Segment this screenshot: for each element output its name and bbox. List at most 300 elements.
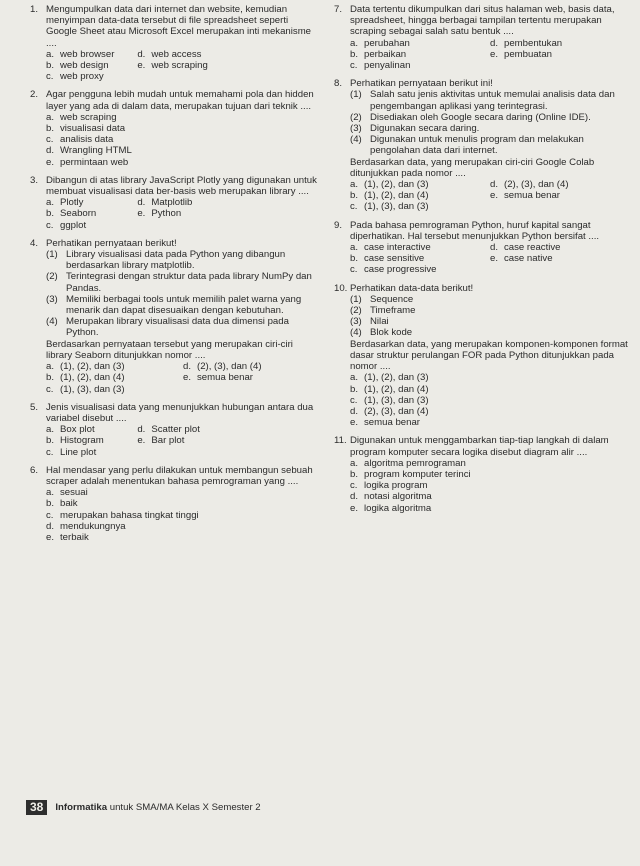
statement-item bbox=[350, 89, 630, 111]
option-letter: b. bbox=[350, 48, 359, 60]
answer-option bbox=[350, 384, 630, 395]
option-text: Matplotlib bbox=[151, 197, 193, 209]
answer-option bbox=[350, 469, 490, 480]
answer-option bbox=[350, 372, 630, 383]
option-letter bbox=[229, 60, 243, 71]
option-text: notasi algoritma bbox=[364, 491, 432, 503]
statement-number: (4) bbox=[46, 316, 58, 328]
question-text: Mengumpulkan data dari internet dan website, kemudian menyimpan data-data tersebut di file spreadsheet seperti Google Sheet atau Microsoft Excel merupakan inti mekanisme .... bbox=[46, 4, 312, 49]
answer-option bbox=[46, 361, 183, 372]
statement-item bbox=[46, 249, 320, 271]
statement-item bbox=[46, 294, 320, 316]
answer-option bbox=[46, 157, 320, 168]
option-text: Python bbox=[151, 208, 182, 220]
option-letter: a. bbox=[350, 37, 359, 49]
option-letter: a. bbox=[46, 424, 55, 436]
answer-option bbox=[137, 208, 228, 219]
question-body bbox=[350, 435, 630, 513]
option-text: web browser bbox=[60, 48, 115, 60]
answer-option bbox=[350, 49, 490, 60]
option-letter: c. bbox=[350, 480, 358, 492]
answer-option bbox=[46, 197, 137, 208]
answer-option bbox=[46, 112, 320, 123]
question-body bbox=[46, 402, 320, 458]
statement-text: Memiliki berbagai tools untuk memilih palet warna yang menarik dan dapat disesuaikan dengan kebutuhan. bbox=[66, 293, 302, 317]
answer-option bbox=[46, 424, 137, 435]
answer-options bbox=[46, 197, 320, 231]
answer-option bbox=[490, 264, 630, 275]
question-text: Dibangun di atas library JavaScript Plotly yang digunakan untuk membuat visualisasi data ber-basis web merupakan library .... bbox=[46, 174, 317, 198]
answer-option bbox=[350, 38, 490, 49]
option-letter: d. bbox=[46, 520, 55, 532]
statement-item bbox=[350, 305, 630, 316]
option-letter bbox=[229, 208, 243, 219]
question-followup: Berdasarkan pernyataan tersebut yang merupakan ciri-ciri library Seaborn ditunjukkan nomor .... bbox=[46, 338, 293, 361]
answer-option bbox=[137, 447, 228, 458]
statement-item bbox=[46, 271, 320, 293]
option-text: (2), (3), dan (4) bbox=[504, 179, 569, 191]
option-letter: a. bbox=[350, 457, 359, 469]
statement-number: (1) bbox=[46, 249, 58, 261]
statement-text: Salah satu jenis aktivitas untuk memulai analisis data dan pengembangan aplikasi yang terintegrasi. bbox=[370, 89, 615, 112]
answer-option bbox=[350, 190, 490, 201]
option-letter: c. bbox=[350, 201, 358, 213]
option-text: perbaikan bbox=[364, 48, 407, 60]
option-letter bbox=[490, 469, 504, 480]
answer-option bbox=[490, 491, 630, 502]
option-letter: b. bbox=[46, 435, 55, 447]
option-letter: c. bbox=[46, 134, 54, 146]
option-letter: a. bbox=[350, 179, 359, 191]
question-number: 11. bbox=[334, 435, 347, 447]
answer-options bbox=[46, 49, 320, 83]
option-text: Line plot bbox=[60, 446, 97, 458]
question-item bbox=[334, 435, 630, 513]
answer-option bbox=[46, 220, 137, 231]
option-letter: b. bbox=[350, 468, 359, 480]
answer-option bbox=[46, 498, 320, 509]
option-text: Histogram bbox=[60, 435, 104, 447]
option-text: (2), (3), dan (4) bbox=[197, 361, 262, 373]
answer-option bbox=[490, 60, 630, 71]
option-text: penyalinan bbox=[364, 60, 411, 72]
option-letter: b. bbox=[46, 60, 55, 72]
option-letter: d. bbox=[490, 179, 499, 191]
option-text: permintaan web bbox=[60, 156, 129, 168]
option-letter: d. bbox=[137, 48, 146, 60]
option-text: Wrangling HTML bbox=[60, 145, 132, 157]
option-text: semua benar bbox=[504, 190, 560, 202]
question-number: 6. bbox=[30, 464, 39, 476]
page-number: 38 bbox=[26, 800, 47, 815]
option-text: (1), (2), dan (4) bbox=[364, 190, 429, 202]
option-letter: d. bbox=[490, 242, 499, 254]
option-letter: e. bbox=[490, 190, 499, 202]
statement-text: Blok kode bbox=[370, 327, 413, 339]
option-text: merupakan bahasa tingkat tinggi bbox=[60, 509, 199, 521]
question-body bbox=[46, 238, 320, 395]
question-item bbox=[334, 220, 630, 276]
answer-option bbox=[46, 372, 183, 383]
option-text: (2), (3), dan (4) bbox=[364, 405, 429, 417]
statement-text: Library visualisasi data pada Python yang dibangun berdasarkan library matplotlib. bbox=[66, 249, 286, 272]
option-text: semua benar bbox=[364, 417, 420, 429]
option-letter: e. bbox=[490, 253, 499, 265]
answer-option bbox=[490, 38, 630, 49]
option-letter: b. bbox=[350, 190, 359, 202]
option-text: web proxy bbox=[60, 71, 104, 83]
question-number: 10. bbox=[334, 282, 348, 294]
statement-item bbox=[350, 327, 630, 338]
option-letter bbox=[229, 49, 243, 60]
left-column bbox=[30, 4, 320, 550]
statement-text: Merupakan library visualisasi data dua dimensi pada Python. bbox=[66, 316, 289, 339]
answer-option bbox=[46, 435, 137, 446]
option-letter bbox=[490, 264, 504, 275]
question-followup: Berdasarkan data, yang merupakan ciri-ciri Google Colab ditunjukkan pada nomor .... bbox=[350, 156, 595, 179]
option-letter bbox=[490, 60, 504, 71]
answer-option bbox=[137, 435, 228, 446]
answer-option bbox=[183, 384, 320, 395]
question-body bbox=[46, 89, 320, 167]
statement-number: (2) bbox=[46, 271, 58, 283]
answer-option bbox=[350, 458, 490, 469]
option-text: sesuai bbox=[60, 487, 88, 499]
question-item bbox=[30, 89, 320, 167]
option-text: pembentukan bbox=[504, 37, 563, 49]
answer-option bbox=[46, 384, 183, 395]
answer-options bbox=[46, 487, 320, 543]
question-text: Jenis visualisasi data yang menunjukkan hubungan antara dua variabel disebut .... bbox=[46, 401, 314, 424]
question-item bbox=[334, 78, 630, 212]
option-letter: d. bbox=[350, 405, 359, 417]
statement-item bbox=[350, 134, 630, 156]
option-letter: c. bbox=[46, 509, 54, 521]
option-text: Plotly bbox=[60, 197, 84, 209]
answer-option bbox=[490, 469, 630, 480]
answer-option bbox=[46, 71, 137, 82]
question-text: Pada bahasa pemrograman Python, huruf kapital sangat diperhatikan. Hal tersebut menunjukkan Python bersifat .... bbox=[350, 219, 600, 242]
option-letter: e. bbox=[46, 156, 55, 168]
option-text: mendukungnya bbox=[60, 520, 126, 532]
option-letter: a. bbox=[46, 48, 55, 60]
statement-number: (2) bbox=[350, 305, 362, 317]
answer-option bbox=[46, 60, 137, 71]
statement-number: (1) bbox=[350, 293, 362, 305]
question-text: Perhatikan pernyataan berikut ini! bbox=[350, 78, 493, 90]
option-text: Box plot bbox=[60, 424, 95, 436]
answer-option bbox=[229, 49, 320, 60]
answer-option bbox=[350, 242, 490, 253]
option-letter bbox=[490, 458, 504, 469]
option-letter: e. bbox=[183, 372, 192, 384]
answer-option bbox=[490, 201, 630, 212]
statement-number: (3) bbox=[350, 123, 362, 135]
answer-option bbox=[46, 123, 320, 134]
answer-options bbox=[46, 112, 320, 168]
answer-option bbox=[46, 134, 320, 145]
option-letter bbox=[490, 491, 504, 502]
answer-option bbox=[46, 510, 320, 521]
option-letter: e. bbox=[350, 417, 359, 429]
answer-option bbox=[46, 49, 137, 60]
option-letter: e. bbox=[490, 48, 499, 60]
answer-option bbox=[46, 521, 320, 532]
option-text: semua benar bbox=[197, 372, 253, 384]
question-number: 2. bbox=[30, 89, 39, 101]
question-body bbox=[46, 175, 320, 231]
option-text: Scatter plot bbox=[151, 424, 200, 436]
option-text: baik bbox=[60, 498, 78, 510]
option-text: (1), (2), dan (3) bbox=[364, 179, 429, 191]
answer-options bbox=[46, 424, 320, 458]
answer-option bbox=[350, 253, 490, 264]
option-letter: c. bbox=[46, 446, 54, 458]
answer-option bbox=[229, 435, 320, 446]
option-letter: e. bbox=[137, 60, 146, 72]
question-item bbox=[30, 238, 320, 395]
statement-list bbox=[46, 249, 320, 339]
answer-option bbox=[137, 71, 228, 82]
answer-option bbox=[137, 220, 228, 231]
statement-item bbox=[350, 123, 630, 134]
option-text: web scraping bbox=[60, 111, 117, 123]
question-number: 1. bbox=[30, 4, 39, 15]
option-text: analisis data bbox=[60, 134, 114, 146]
option-text: web access bbox=[151, 48, 202, 60]
option-letter: d. bbox=[490, 37, 499, 49]
option-text: case sensitive bbox=[364, 253, 425, 265]
option-letter: a. bbox=[46, 487, 55, 499]
answer-options bbox=[350, 38, 630, 72]
option-text: case reactive bbox=[504, 242, 561, 254]
answer-option bbox=[183, 372, 320, 383]
answer-option bbox=[46, 208, 137, 219]
statement-text: Timeframe bbox=[370, 305, 416, 317]
option-letter bbox=[229, 424, 243, 435]
answer-option bbox=[490, 179, 630, 190]
option-text: web design bbox=[60, 60, 109, 72]
option-letter: a. bbox=[46, 197, 55, 209]
answer-option bbox=[490, 190, 630, 201]
answer-option bbox=[490, 242, 630, 253]
question-item bbox=[30, 402, 320, 458]
statement-list bbox=[350, 89, 630, 156]
question-item bbox=[334, 4, 630, 71]
statement-number: (3) bbox=[350, 316, 362, 328]
option-text: case native bbox=[504, 253, 553, 265]
option-letter: b. bbox=[46, 123, 55, 135]
option-letter: b. bbox=[350, 253, 359, 265]
statement-text: Nilai bbox=[370, 316, 389, 328]
question-text: Hal mendasar yang perlu dilakukan untuk membangun sebuah scraper adalah menentukan bahasa pemrograman yang .... bbox=[46, 464, 313, 487]
answer-option bbox=[350, 491, 490, 502]
answer-option bbox=[46, 487, 320, 498]
answer-option bbox=[350, 201, 490, 212]
option-text: terbaik bbox=[60, 531, 89, 543]
question-item bbox=[30, 465, 320, 543]
statement-text: Digunakan secara daring. bbox=[370, 123, 480, 135]
answer-options bbox=[46, 361, 320, 395]
option-letter bbox=[183, 384, 197, 395]
answer-option bbox=[137, 197, 228, 208]
option-letter bbox=[490, 503, 504, 514]
statement-number: (2) bbox=[350, 111, 362, 123]
right-column bbox=[334, 4, 630, 521]
option-text: case progressive bbox=[364, 264, 437, 276]
question-item bbox=[334, 283, 630, 429]
option-letter: c. bbox=[46, 71, 54, 83]
option-text: algoritma pemrograman bbox=[364, 457, 466, 469]
question-body bbox=[46, 4, 320, 82]
option-text: web scraping bbox=[151, 60, 208, 72]
answer-option bbox=[350, 417, 630, 428]
answer-option bbox=[350, 503, 490, 514]
option-text: (1), (2), dan (3) bbox=[364, 372, 429, 384]
answer-option bbox=[229, 424, 320, 435]
answer-option bbox=[46, 532, 320, 543]
option-letter: a. bbox=[46, 111, 55, 123]
answer-option bbox=[46, 145, 320, 156]
question-item bbox=[30, 4, 320, 82]
answer-options bbox=[350, 372, 630, 428]
option-letter: b. bbox=[46, 498, 55, 510]
option-text: ggplot bbox=[60, 219, 87, 231]
answer-option bbox=[229, 447, 320, 458]
option-letter: c. bbox=[46, 383, 54, 395]
statement-item bbox=[350, 294, 630, 305]
question-body bbox=[350, 220, 630, 276]
question-text: Data tertentu dikumpulkan dari situs halaman web, basis data, spreadsheet, hingga berbagai tampilan tertentu merupakan scraping sebagai salah satu bentuk .... bbox=[350, 4, 615, 38]
answer-option bbox=[229, 208, 320, 219]
answer-option bbox=[350, 395, 630, 406]
footer-rest: untuk SMA/MA Kelas X Semester 2 bbox=[107, 802, 261, 813]
option-text: perubahan bbox=[364, 37, 410, 49]
option-letter: d. bbox=[46, 145, 55, 157]
question-number: 3. bbox=[30, 174, 39, 186]
option-letter bbox=[137, 447, 151, 458]
option-letter bbox=[229, 197, 243, 208]
option-text: (1), (2), dan (3) bbox=[60, 361, 125, 373]
statement-text: Sequence bbox=[370, 293, 414, 305]
question-body bbox=[350, 283, 630, 429]
option-text: (1), (3), dan (3) bbox=[60, 383, 125, 395]
answer-option bbox=[490, 480, 630, 491]
question-number: 4. bbox=[30, 237, 39, 249]
answer-option bbox=[46, 447, 137, 458]
option-letter: a. bbox=[350, 372, 359, 384]
statement-number: (4) bbox=[350, 327, 362, 339]
option-letter: b. bbox=[46, 208, 55, 220]
question-number: 7. bbox=[334, 4, 343, 15]
question-body bbox=[46, 465, 320, 543]
question-text: Perhatikan pernyataan berikut! bbox=[46, 237, 177, 249]
option-letter: b. bbox=[46, 372, 55, 384]
answer-option bbox=[229, 197, 320, 208]
option-letter: d. bbox=[183, 361, 192, 373]
question-number: 5. bbox=[30, 401, 39, 413]
option-letter: c. bbox=[46, 219, 54, 231]
option-letter: b. bbox=[350, 383, 359, 395]
answer-option bbox=[350, 60, 490, 71]
option-letter: e. bbox=[350, 502, 359, 514]
question-text: Agar pengguna lebih mudah untuk memahami pola dan hidden layer yang ada di dalam data, merupakan tujuan dari teknik .... bbox=[46, 89, 314, 112]
statement-number: (3) bbox=[46, 293, 58, 305]
option-letter bbox=[137, 220, 151, 231]
option-letter bbox=[229, 220, 243, 231]
answer-option bbox=[350, 264, 490, 275]
statement-item bbox=[350, 316, 630, 327]
answer-option bbox=[490, 253, 630, 264]
answer-option bbox=[490, 458, 630, 469]
option-letter: a. bbox=[46, 361, 55, 373]
question-number: 9. bbox=[334, 219, 343, 231]
option-letter: c. bbox=[350, 264, 358, 276]
option-text: (1), (2), dan (4) bbox=[364, 383, 429, 395]
option-text: program komputer terinci bbox=[364, 468, 471, 480]
option-text: pembuatan bbox=[504, 48, 553, 60]
answer-options bbox=[350, 458, 630, 514]
statement-number: (1) bbox=[350, 89, 362, 101]
answer-option bbox=[137, 424, 228, 435]
option-letter: d. bbox=[137, 424, 146, 436]
question-body bbox=[350, 4, 630, 71]
statement-text: Terintegrasi dengan struktur data pada library NumPy dan Pandas. bbox=[66, 271, 312, 294]
option-text: Seaborn bbox=[60, 208, 97, 220]
answer-option bbox=[229, 220, 320, 231]
answer-option bbox=[350, 406, 630, 417]
question-followup: Berdasarkan data, yang merupakan komponen-komponen format dasar struktur perulangan FOR pada Python ditunjukkan pada nomor .... bbox=[350, 338, 628, 373]
answer-option bbox=[229, 60, 320, 71]
option-text: (1), (3), dan (3) bbox=[364, 201, 429, 213]
statement-item bbox=[46, 316, 320, 338]
option-letter: c. bbox=[350, 394, 358, 406]
option-text: case interactive bbox=[364, 242, 431, 254]
option-text: Bar plot bbox=[151, 435, 185, 447]
question-body bbox=[350, 78, 630, 212]
statement-text: Digunakan untuk menulis program dan melakukan pengolahan data dari internet. bbox=[370, 134, 584, 157]
option-letter: d. bbox=[137, 197, 146, 209]
statement-number: (4) bbox=[350, 134, 362, 146]
answer-option bbox=[490, 503, 630, 514]
statement-item bbox=[350, 112, 630, 123]
footer-text bbox=[55, 802, 260, 813]
option-text: visualisasi data bbox=[60, 123, 126, 135]
option-letter bbox=[490, 480, 504, 491]
option-letter: c. bbox=[350, 60, 358, 72]
option-letter bbox=[229, 447, 243, 458]
question-text: Digunakan untuk menggambarkan tiap-tiap langkah di dalam program komputer secara logika disebut diagram alir .... bbox=[350, 435, 609, 458]
answer-option bbox=[137, 49, 228, 60]
option-text: (1), (2), dan (4) bbox=[60, 372, 125, 384]
answer-option bbox=[350, 179, 490, 190]
question-number: 8. bbox=[334, 78, 343, 90]
statement-text: Disediakan oleh Google secara daring (Online IDE). bbox=[370, 111, 591, 123]
option-letter: d. bbox=[350, 491, 359, 503]
statement-list bbox=[350, 294, 630, 339]
answer-option bbox=[137, 60, 228, 71]
option-text: (1), (3), dan (3) bbox=[364, 394, 429, 406]
option-letter: e. bbox=[46, 531, 55, 543]
option-letter: a. bbox=[350, 242, 359, 254]
answer-options bbox=[350, 179, 630, 213]
question-text: Perhatikan data-data berikut! bbox=[350, 282, 474, 294]
answer-options bbox=[350, 242, 630, 276]
answer-option bbox=[350, 480, 490, 491]
option-text: logika program bbox=[364, 480, 428, 492]
answer-option bbox=[229, 71, 320, 82]
option-text: logika algoritma bbox=[364, 502, 432, 514]
